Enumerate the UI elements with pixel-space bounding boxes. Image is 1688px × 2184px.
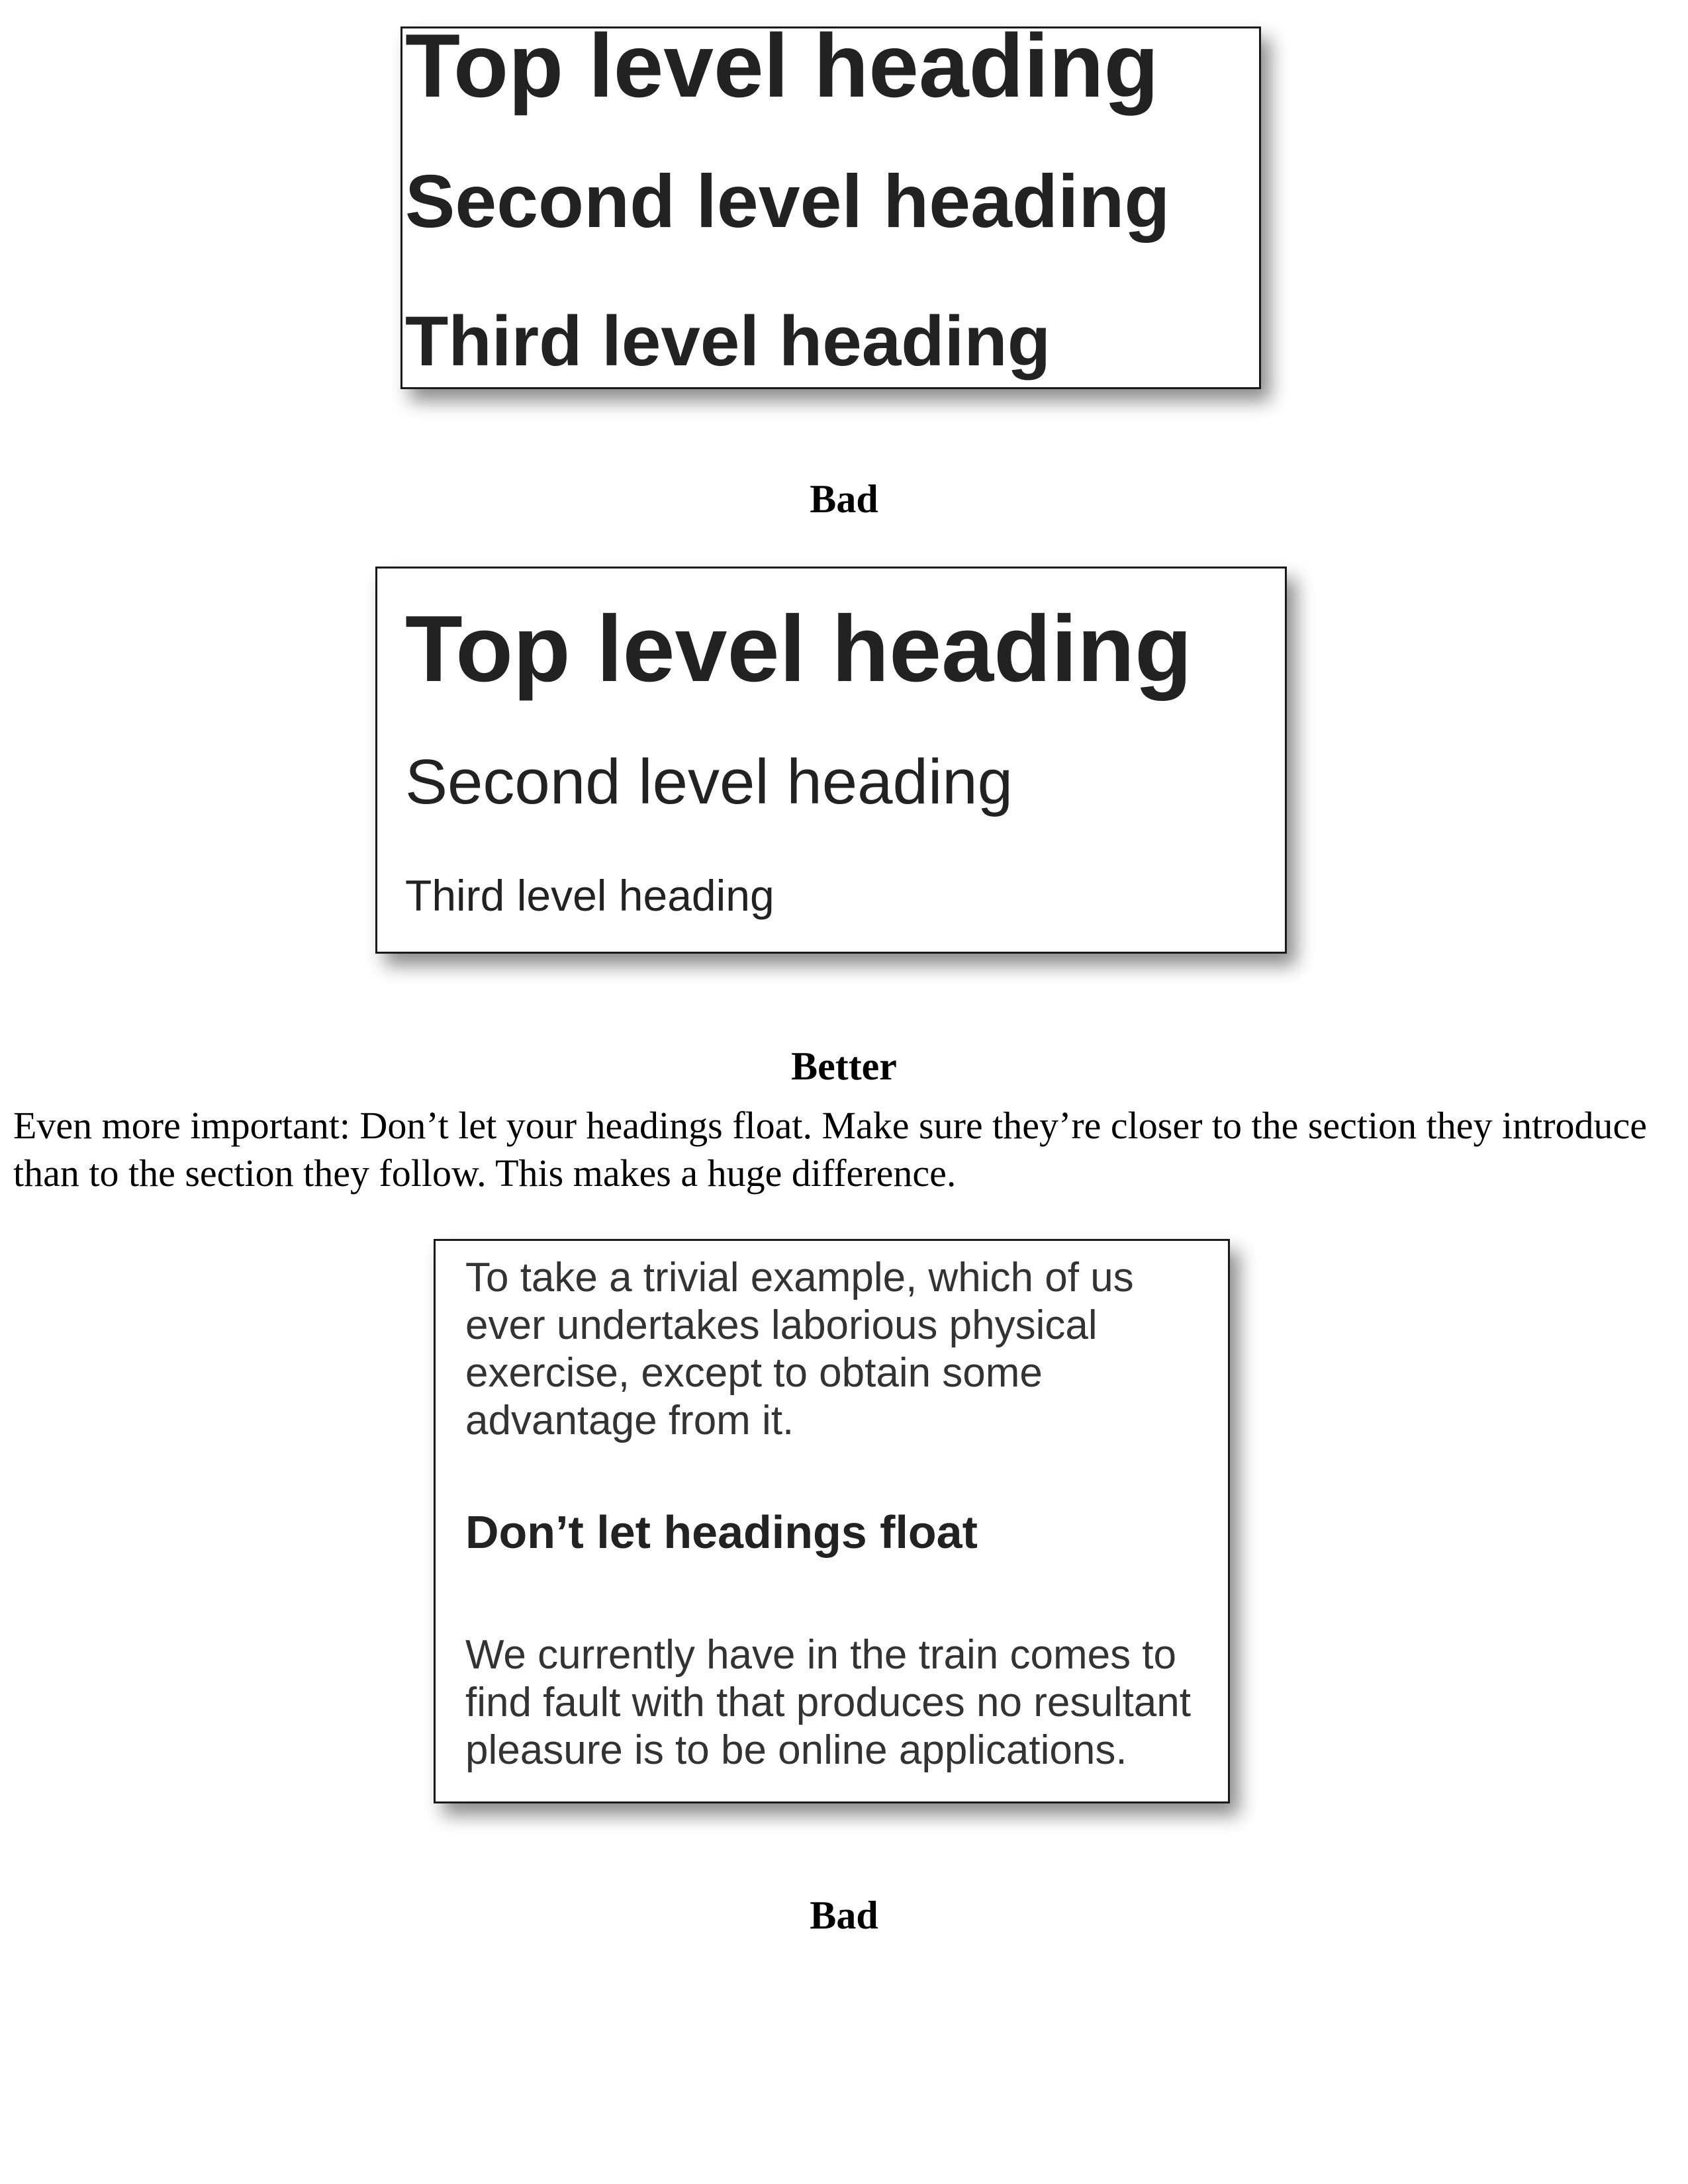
example-top-level-heading: Top level heading [405,26,1159,116]
figure-caption-bad: Bad [810,1893,878,1937]
example-paragraph-before: To take a trivial example, which of us ever undertakes laborious physical exercise, except to obtain some advantage from it. [465,1255,1134,1443]
example-third-level-heading: Third level heading [405,871,774,920]
example-third-level-heading: Third level heading [405,301,1051,381]
better-headings-example-box [375,567,1287,954]
example-top-level-heading: Top level heading [405,596,1192,702]
body-paragraph: Even more important: Don’t let your headings float. Make sure they’re closer to the section they introduce than to the section they follow. This makes a huge difference. [13,1104,1648,1195]
bad-headings-example-box [400,26,1261,389]
example-paragraph-after: We currently have in the train comes to find fault with that produces no resultant pleasure is to be online applications. [465,1632,1191,1773]
figure-caption-better: Better [791,1044,897,1088]
example-second-level-heading: Second level heading [405,159,1170,243]
example-second-level-heading: Second level heading [405,747,1013,817]
floating-heading-example-box [434,1239,1230,1803]
example-floating-heading: Don’t let headings float [465,1506,978,1558]
figure-caption-bad: Bad [810,477,878,521]
